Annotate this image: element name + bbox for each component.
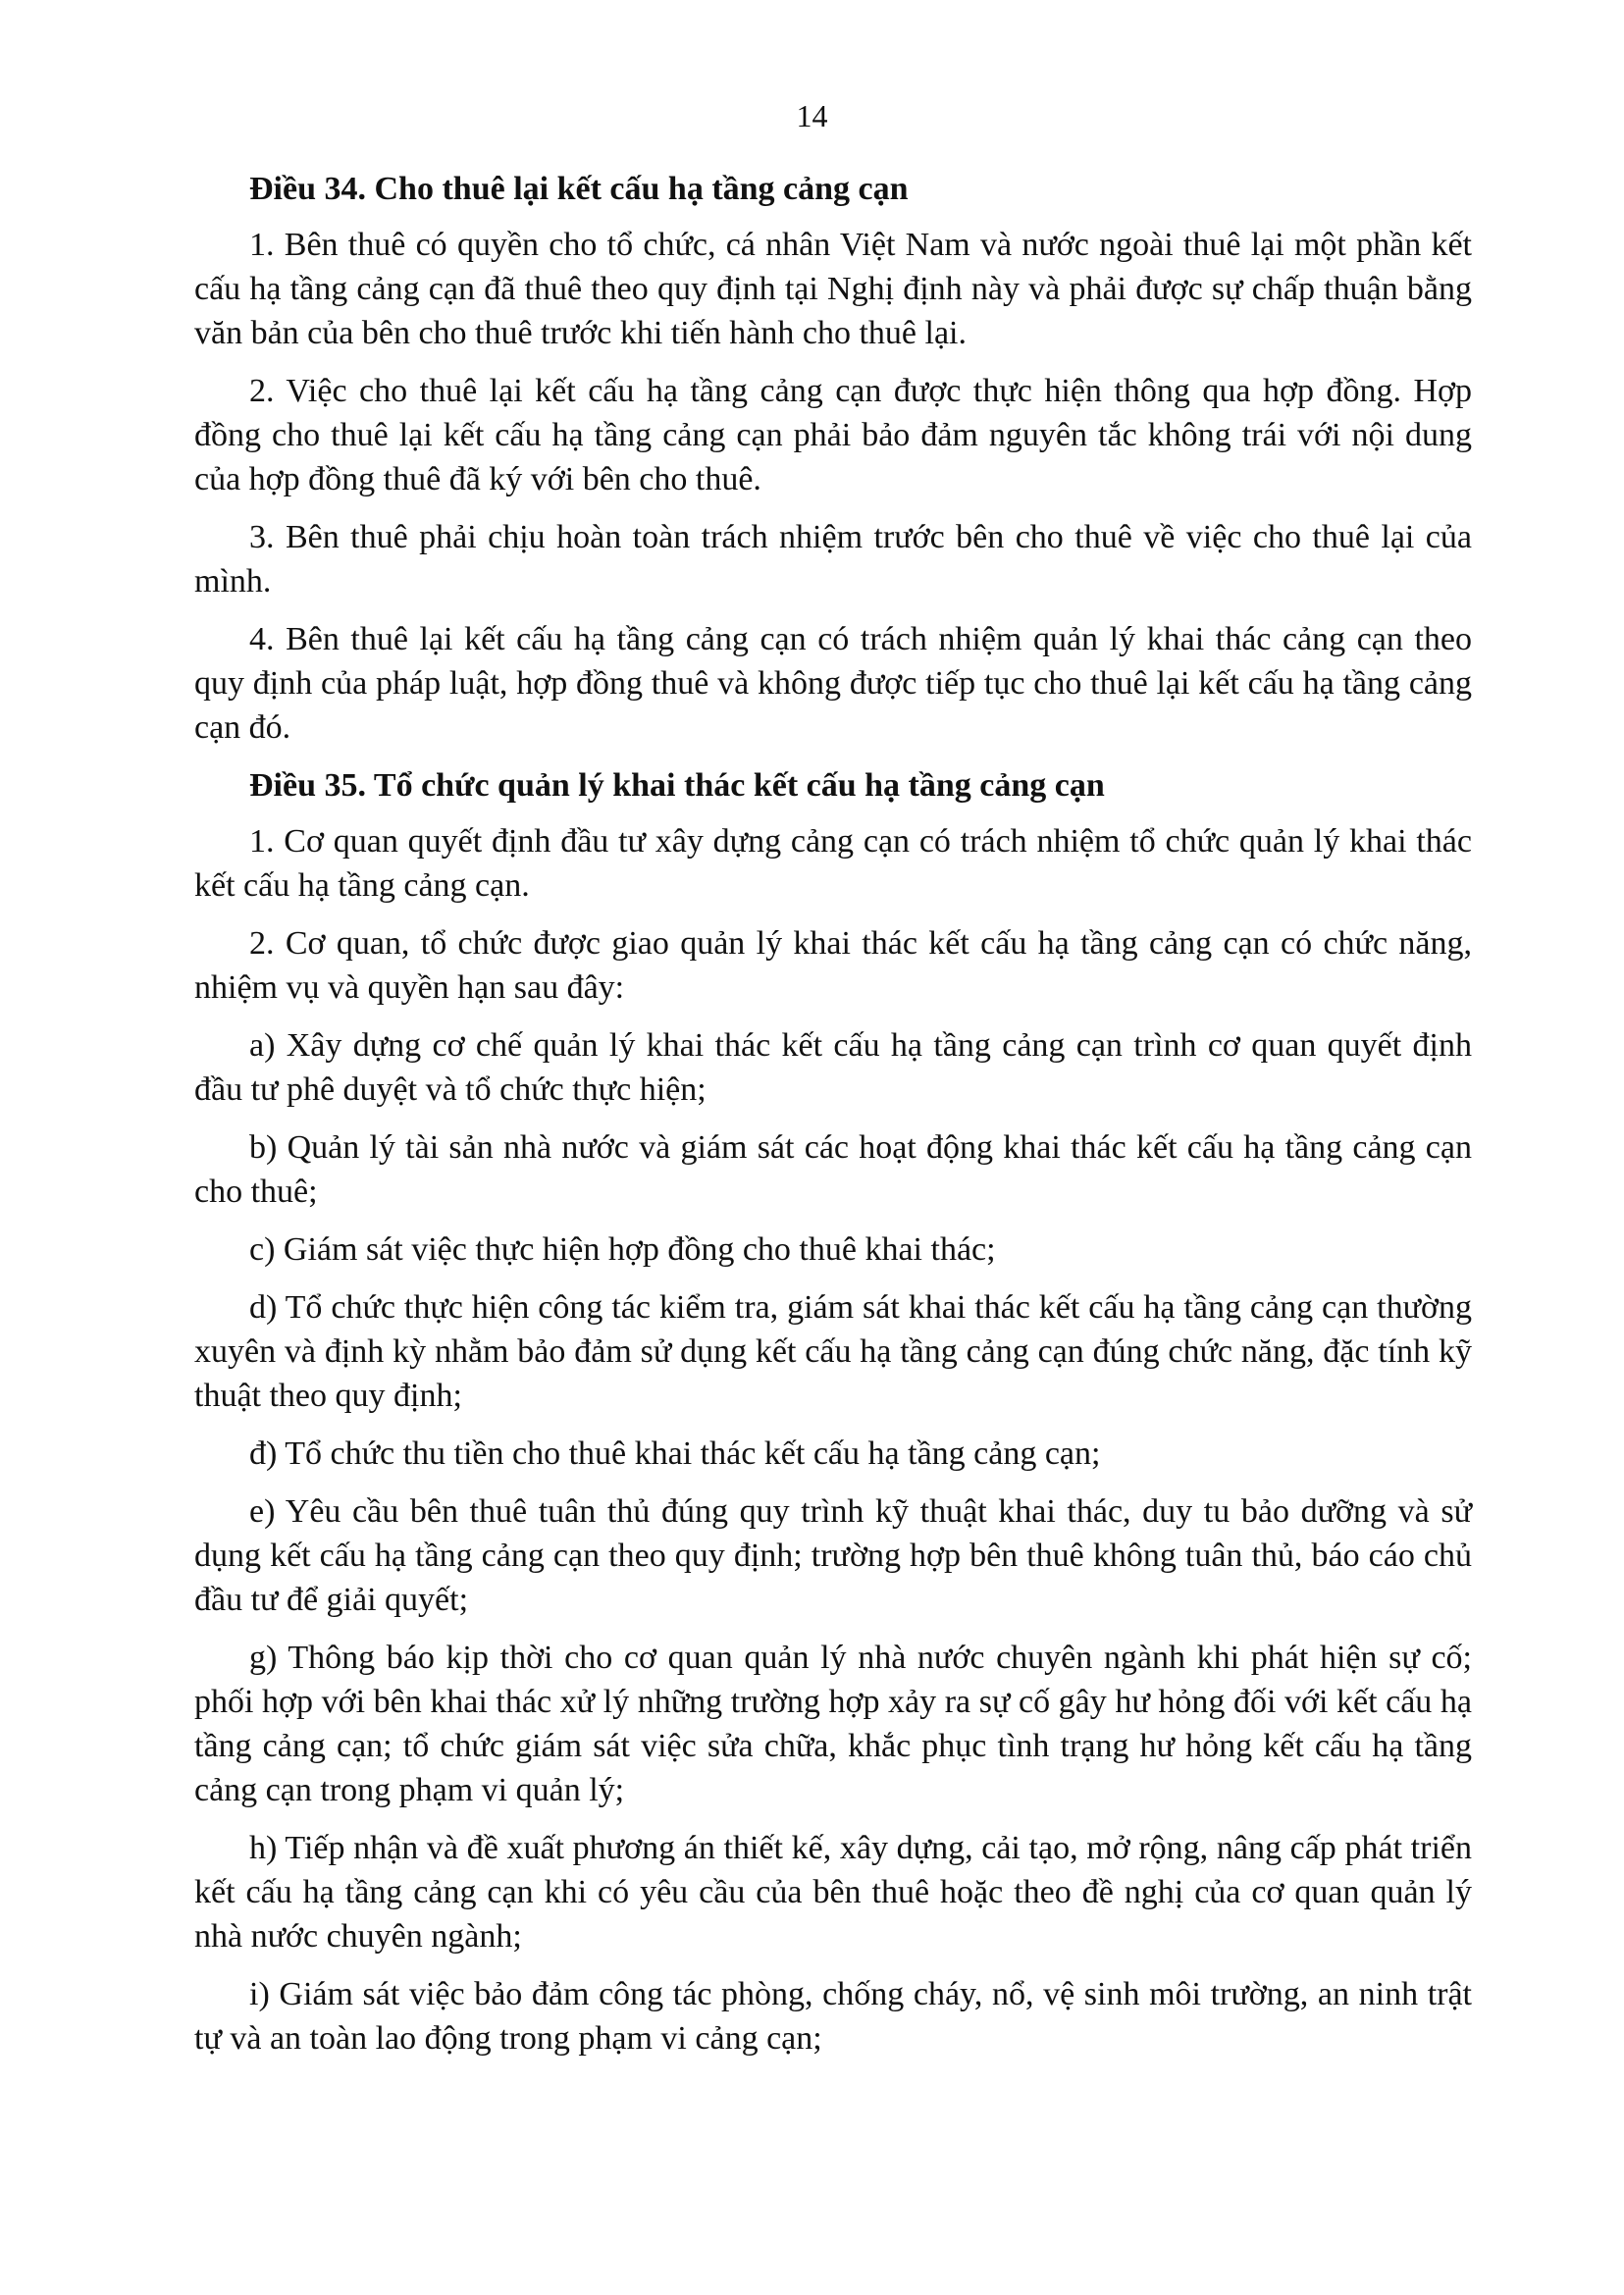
article-35-point-dd: đ) Tổ chức thu tiền cho thuê khai thác kết cấu hạ tầng cảng cạn; (249, 1435, 1101, 1472)
article-35-heading: Điều 35. Tổ chức quản lý khai thác kết cấu hạ tầng cảng cạn (249, 767, 1105, 804)
article-35-point-d: d) Tổ chức thực hiện công tác kiểm tra, giám sát khai thác kết cấu hạ tầng cảng cạn thường xuyên và định kỳ nhằm bảo đảm sử dụng kết cấu hạ tầng cảng cạn đúng chức năng, đặc tính kỹ thuật theo quy định; (194, 1289, 1472, 1414)
article-35-point-c: c) Giám sát việc thực hiện hợp đồng cho thuê khai thác; (249, 1231, 996, 1268)
article-35-clause-2: 2. Cơ quan, tổ chức được giao quản lý khai thác kết cấu hạ tầng cảng cạn có chức năng, nhiệm vụ và quyền hạn sau đây: (194, 925, 1472, 1006)
article-35-point-g: g) Thông báo kịp thời cho cơ quan quản lý nhà nước chuyên ngành khi phát hiện sự cố; phối hợp với bên khai thác xử lý những trường hợp xảy ra sự cố gây hư hỏng đối với kết cấu hạ tầng cảng cạn; tổ chức giám sát việc sửa chữa, khắc phục tình trạng hư hỏng kết cấu hạ tầng cảng cạn trong phạm vi quản lý; (194, 1640, 1472, 1808)
article-34-clause-1: 1. Bên thuê có quyền cho tổ chức, cá nhân Việt Nam và nước ngoài thuê lại một phần kết cấu hạ tầng cảng cạn đã thuê theo quy định tại Nghị định này và phải được sự chấp thuận bằng văn bản của bên cho thuê trước khi tiến hành cho thuê lại. (194, 227, 1472, 351)
article-35-point-h: h) Tiếp nhận và đề xuất phương án thiết kế, xây dựng, cải tạo, mở rộng, nâng cấp phát triển kết cấu hạ tầng cảng cạn khi có yêu cầu của bên thuê hoặc theo đề nghị của cơ quan quản lý nhà nước chuyên ngành; (194, 1830, 1472, 1955)
article-35-clause-1: 1. Cơ quan quyết định đầu tư xây dựng cảng cạn có trách nhiệm tổ chức quản lý khai thác kết cấu hạ tầng cảng cạn. (194, 823, 1472, 904)
page-number: 14 (796, 98, 828, 133)
article-34-clause-3: 3. Bên thuê phải chịu hoàn toàn trách nhiệm trước bên cho thuê về việc cho thuê lại của mình. (194, 519, 1472, 600)
document-body (194, 167, 1472, 2074)
article-35-point-a: a) Xây dựng cơ chế quản lý khai thác kết cấu hạ tầng cảng cạn trình cơ quan quyết định đầu tư phê duyệt và tổ chức thực hiện; (194, 1027, 1472, 1108)
article-35-point-b: b) Quản lý tài sản nhà nước và giám sát các hoạt động khai thác kết cấu hạ tầng cảng cạn cho thuê; (194, 1129, 1472, 1210)
article-34-heading: Điều 34. Cho thuê lại kết cấu hạ tầng cảng cạn (249, 171, 909, 207)
article-35-point-i: i) Giám sát việc bảo đảm công tác phòng, chống cháy, nổ, vệ sinh môi trường, an ninh trật tự và an toàn lao động trong phạm vi cảng cạn; (194, 1976, 1472, 2057)
article-34-clause-2: 2. Việc cho thuê lại kết cấu hạ tầng cảng cạn được thực hiện thông qua hợp đồng. Hợp đồng cho thuê lại kết cấu hạ tầng cảng cạn phải bảo đảm nguyên tắc không trái với nội dung của hợp đồng thuê đã ký với bên cho thuê. (194, 373, 1472, 497)
article-34-clause-4: 4. Bên thuê lại kết cấu hạ tầng cảng cạn có trách nhiệm quản lý khai thác cảng cạn theo quy định của pháp luật, hợp đồng thuê và không được tiếp tục cho thuê lại kết cấu hạ tầng cảng cạn đó. (194, 621, 1472, 746)
article-35-point-e: e) Yêu cầu bên thuê tuân thủ đúng quy trình kỹ thuật khai thác, duy tu bảo dưỡng và sử dụng kết cấu hạ tầng cảng cạn theo quy định; trường hợp bên thuê không tuân thủ, báo cáo chủ đầu tư để giải quyết; (194, 1493, 1472, 1618)
